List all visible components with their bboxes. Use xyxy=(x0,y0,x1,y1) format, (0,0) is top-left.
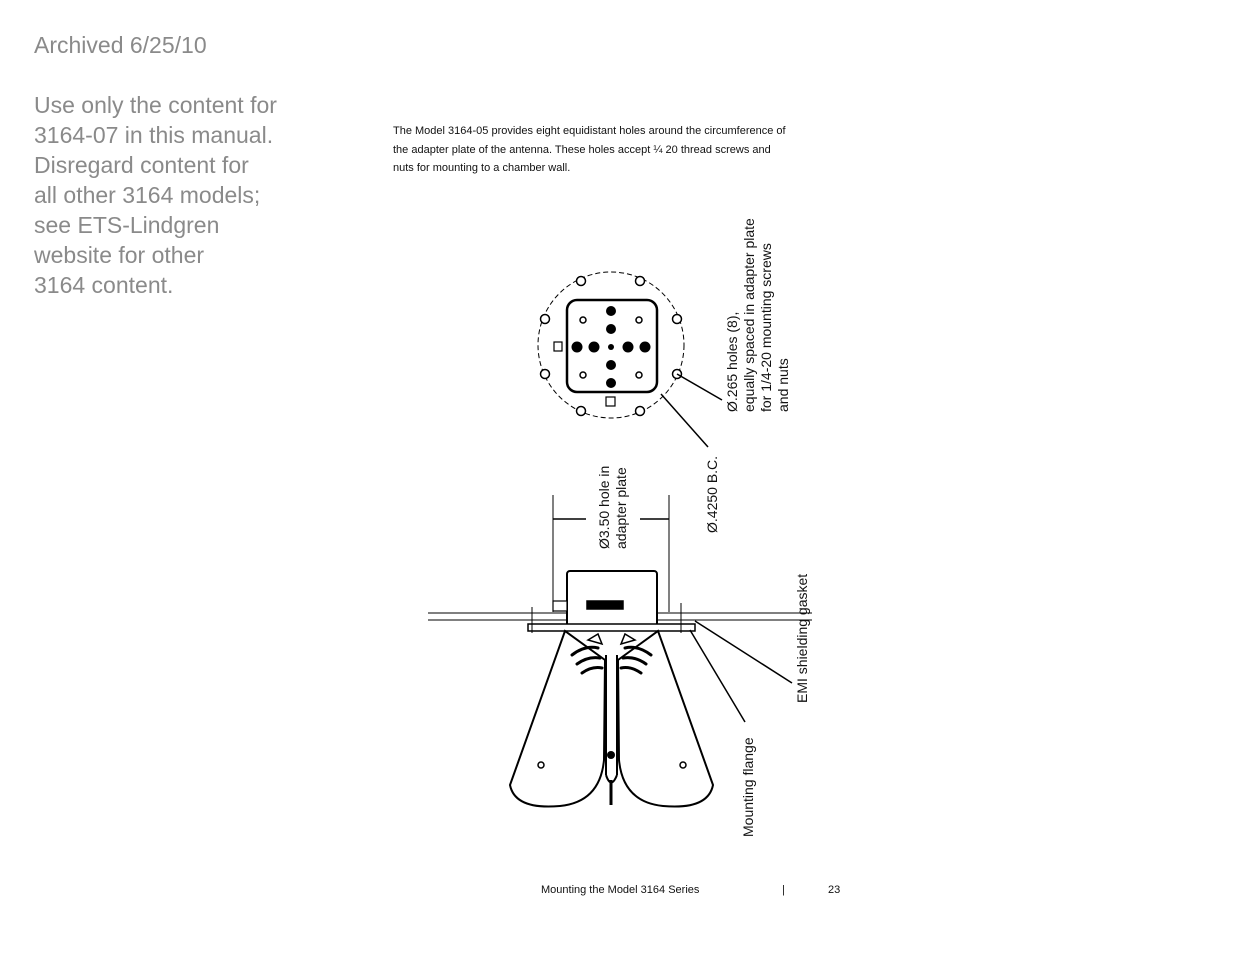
top-view xyxy=(538,272,722,447)
body-paragraph xyxy=(393,122,853,178)
body-line: The Model 3164-05 provides eight equidistant holes around the circumference of xyxy=(393,125,786,137)
gasket-label: EMI shielding gasket xyxy=(794,573,810,703)
footer-title: Mounting the Model 3164 Series xyxy=(541,884,700,896)
archive-note-line: see ETS-Lindgren xyxy=(34,212,220,238)
mounting-drawing xyxy=(420,195,820,845)
page-number: 23 xyxy=(828,884,841,896)
archive-note-line: 3164 content. xyxy=(34,272,174,298)
hole-label: Ø3.50 hole in adapter plate xyxy=(596,465,629,549)
bc-label: Ø.4250 B.C. xyxy=(704,455,720,533)
archive-note-line: 3164-07 in this manual. xyxy=(34,122,274,148)
archived-date: Archived 6/25/10 xyxy=(34,32,207,58)
archive-note-line: all other 3164 models; xyxy=(34,182,261,208)
body-line: nuts for mounting to a chamber wall. xyxy=(393,162,571,174)
page-footer xyxy=(0,884,1235,900)
archive-note-line: Disregard content for xyxy=(34,152,249,178)
flange-label: Mounting flange xyxy=(740,737,756,837)
archive-note-line: Use only the content for xyxy=(34,92,277,118)
archive-note-line: website for other xyxy=(34,242,205,268)
footer-separator: | xyxy=(782,884,785,896)
holes-label: Ø.265 holes (8), equally spaced in adapter plate for 1/4-20 mounting screws and nuts xyxy=(724,218,791,412)
body-line: the adapter plate of the antenna. These holes accept ¼ 20 thread screws and xyxy=(393,143,771,156)
archive-note xyxy=(34,30,334,300)
